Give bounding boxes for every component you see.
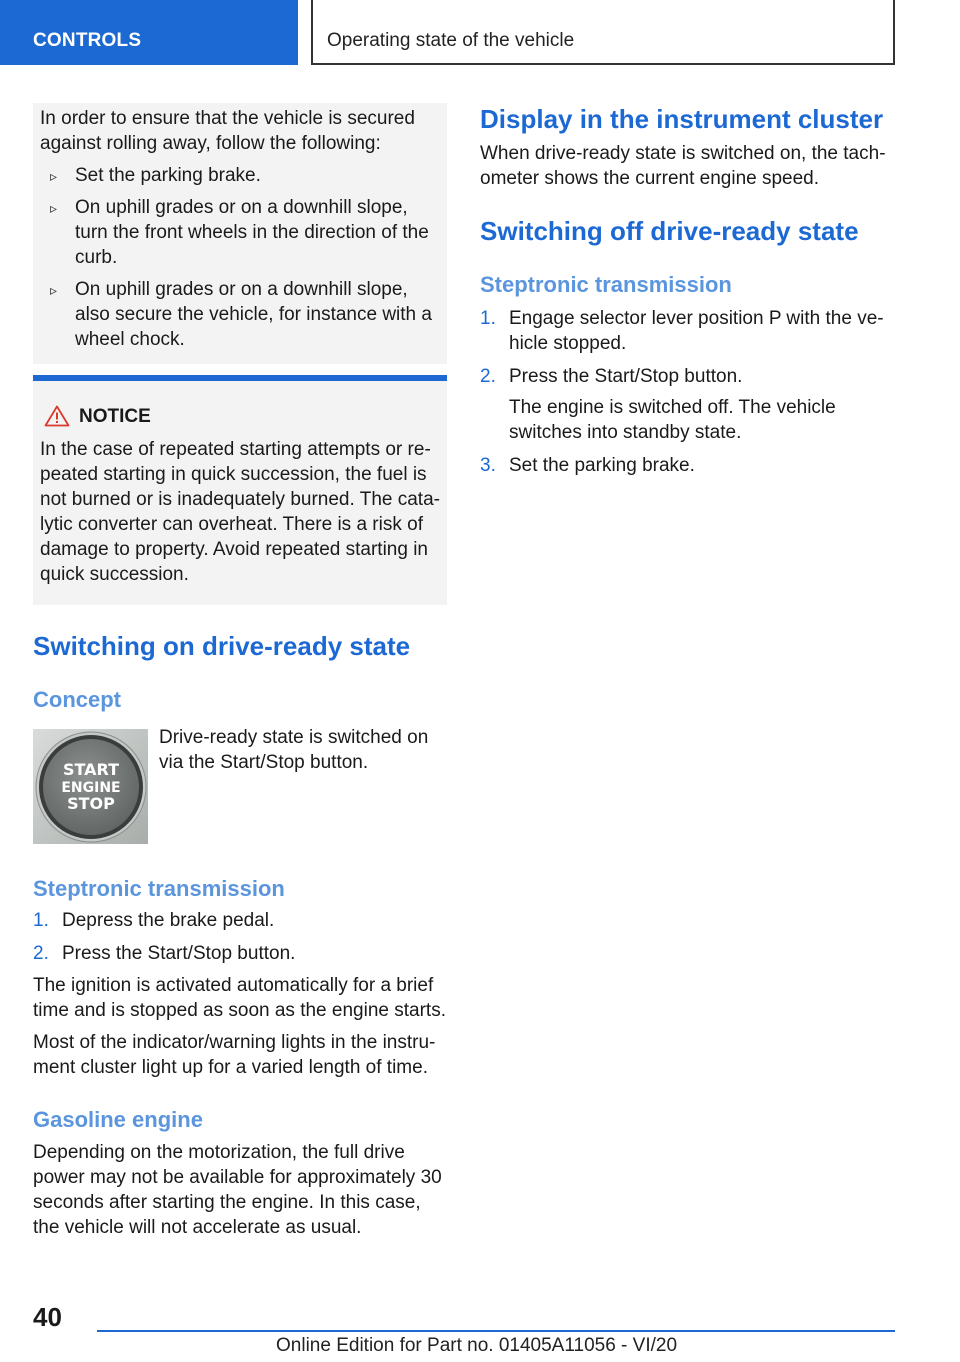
- list-item: 1. Depress the brake pedal.: [33, 910, 275, 931]
- switch-off-steps: [480, 306, 894, 486]
- edition-text: Online Edition for Part no. 01405A11056 - VI/20: [276, 1335, 678, 1356]
- list-item: 2. Press the Start/Stop button. The engine is switched off. The vehicle switches into standby state.: [480, 364, 894, 445]
- step-detail: The engine is switched off. The vehicle switches into standby state.: [509, 397, 836, 443]
- switch-on-steps: [33, 908, 447, 974]
- list-item: 2. Press the Start/Stop button.: [33, 943, 296, 964]
- notice-box: [33, 375, 447, 605]
- steptronic-on-heading: Steptronic transmission: [33, 876, 285, 901]
- display-heading: Display in the instrument cluster: [480, 104, 884, 134]
- button-image-line: STOP: [67, 794, 115, 813]
- list-item: ▹ On uphill grades or on a downhill slope, also secure the vehicle, for instance with a wheel chock.: [50, 279, 432, 350]
- section-label: CONTROLS: [33, 30, 142, 51]
- gasoline-text: Depending on the motorization, the full drive power may not be available for approximately 30 seconds after starting the engine. In this case, the vehicle will not accelerate as usual.: [33, 1142, 442, 1238]
- secure-vehicle-box: [33, 103, 447, 364]
- header-title-box: [311, 0, 895, 65]
- footer-rule: [97, 1330, 895, 1332]
- triangle-bullet-icon: ▹: [50, 168, 58, 184]
- gasoline-heading: Gasoline engine: [33, 1107, 203, 1132]
- start-stop-button-image: [33, 729, 148, 844]
- ignition-paragraph: The ignition is activated automatically for a brief time and is stopped as soon as the engine starts.: [33, 975, 446, 1021]
- notice-title: NOTICE: [79, 406, 151, 427]
- page-title: Operating state of the vehicle: [327, 30, 575, 51]
- secure-intro: In order to ensure that the vehicle is secured against rolling away, follow the following:: [40, 108, 415, 154]
- switch-off-heading: Switching off drive-ready state: [480, 216, 859, 246]
- steptronic-off-heading: Steptronic transmission: [480, 272, 732, 297]
- indicator-paragraph: Most of the indicator/warning lights in the instrument cluster light up for a varied length of time.: [33, 1032, 436, 1078]
- concept-text: Drive-ready state is switched on via the Start/Stop button.: [159, 727, 429, 773]
- switch-on-heading: Switching on drive-ready state: [33, 631, 411, 661]
- list-item: ▹ Set the parking brake.: [40, 163, 440, 188]
- notice-header: [40, 405, 440, 429]
- list-item: ▹ On uphill grades or on a downhill slope, turn the front wheels in the direction of the curb.: [50, 197, 429, 268]
- triangle-bullet-icon: ▹: [50, 282, 58, 298]
- triangle-bullet-icon: ▹: [50, 200, 58, 216]
- display-text: When drive-ready state is switched on, the tachometer shows the current engine speed.: [480, 143, 886, 189]
- page-number: 40: [33, 1302, 62, 1332]
- list-item: 3. Set the parking brake.: [480, 455, 695, 476]
- section-tab: [0, 0, 298, 65]
- button-image-line: ENGINE: [61, 780, 121, 796]
- button-image-line: START: [62, 760, 120, 779]
- secure-bullet-list: [40, 163, 440, 352]
- warning-triangle-icon: [44, 405, 70, 427]
- notice-text: In the case of repeated starting attempts or repeated starting in quick succession, the fuel is not burned or is inadequately burned. The catalytic converter can overheat. There is a risk of damage to property. Avoid repeated starting in quick succession.: [40, 439, 440, 585]
- list-item: 1. Engage selector lever position P with the vehicle stopped.: [480, 308, 884, 354]
- concept-heading: Concept: [33, 687, 121, 712]
